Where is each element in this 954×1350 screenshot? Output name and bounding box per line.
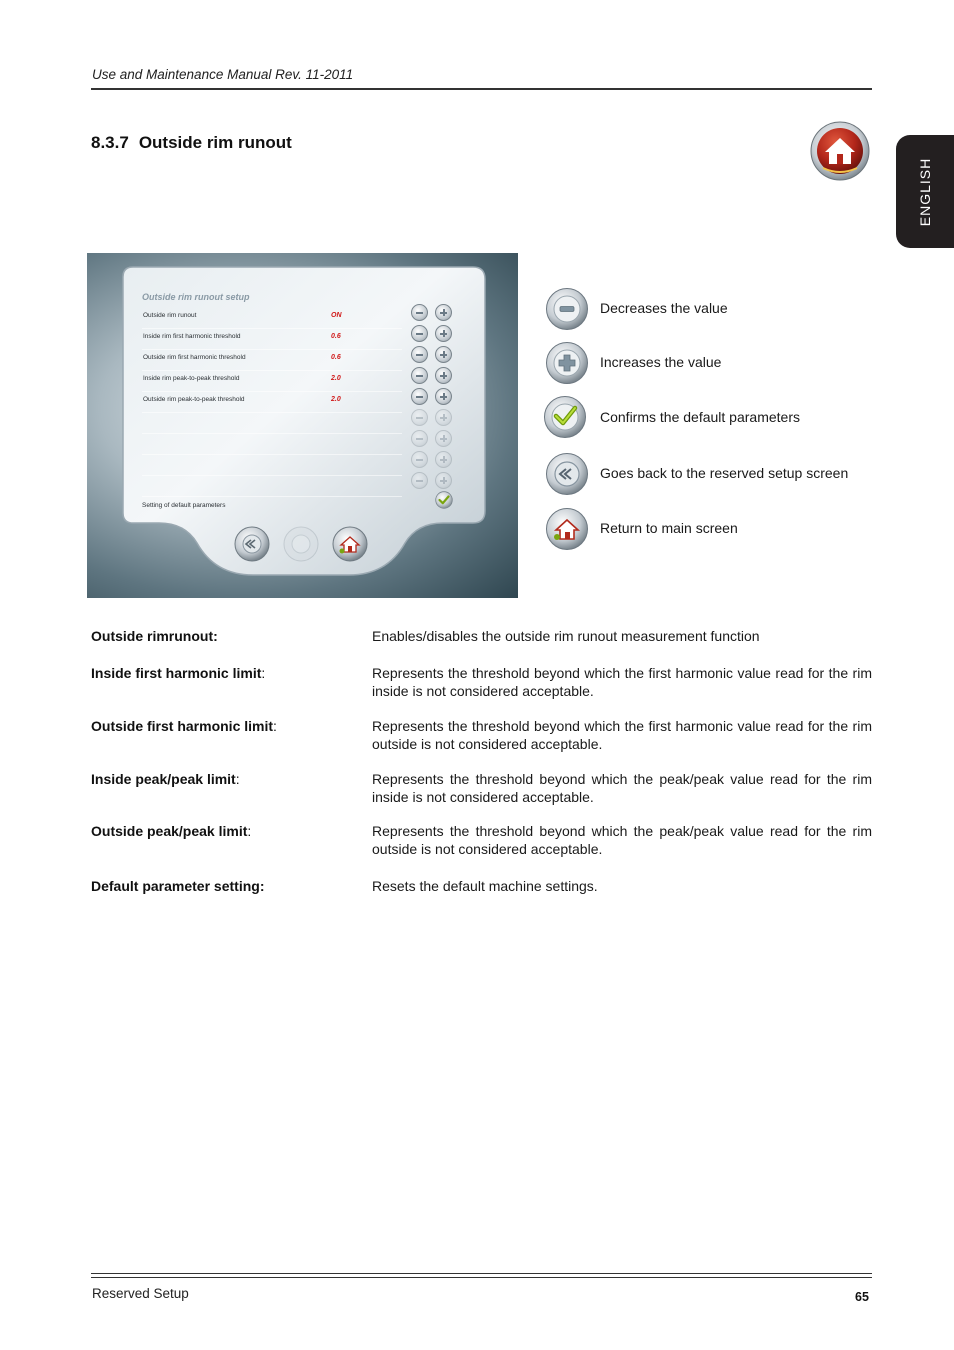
setting-row <box>142 392 402 413</box>
default-parameters-label: Setting of default parameters <box>142 502 226 509</box>
definition-description: Represents the threshold beyond which the first harmonic value read for the rim inside is not considered acceptable. <box>372 665 872 699</box>
increase-button[interactable] <box>435 304 452 321</box>
section-title <box>91 133 292 153</box>
confirm-default-button[interactable] <box>435 491 453 509</box>
decrease-button[interactable] <box>411 367 428 384</box>
increase-button <box>435 430 452 447</box>
legend-text: Goes back to the reserved setup screen <box>600 465 849 481</box>
setting-value: 2.0 <box>331 375 341 382</box>
check-icon <box>543 395 587 439</box>
value-stepper-disabled <box>411 451 455 469</box>
increase-button[interactable] <box>435 367 452 384</box>
setting-row-empty <box>142 413 402 434</box>
value-stepper-disabled <box>411 472 455 490</box>
setting-value: ON <box>331 312 342 319</box>
definition-term: Inside peak/peak limit: <box>91 771 240 787</box>
value-stepper <box>411 304 455 322</box>
setting-value: 2.0 <box>331 396 341 403</box>
minus-icon <box>545 287 589 331</box>
footer-section: Reserved Setup <box>92 1286 189 1301</box>
value-stepper <box>411 346 455 364</box>
decrease-button[interactable] <box>411 304 428 321</box>
back-button[interactable] <box>234 526 270 562</box>
legend-text: Decreases the value <box>600 300 728 316</box>
language-tab-label: ENGLISH <box>917 157 933 226</box>
footer-rule <box>91 1277 872 1278</box>
page-number: 65 <box>855 1290 869 1304</box>
setting-label: Outside rim runout <box>143 312 197 319</box>
setting-label: Outside rim peak-to-peak threshold <box>143 396 245 403</box>
setting-row <box>142 350 402 371</box>
back-icon <box>545 452 589 496</box>
screen-title: Outside rim runout setup <box>142 292 250 302</box>
header-rule <box>91 88 872 90</box>
increase-button <box>435 409 452 426</box>
setting-label: Inside rim first harmonic threshold <box>143 333 241 340</box>
decrease-button[interactable] <box>411 388 428 405</box>
definition-description: Enables/disables the outside rim runout measurement function <box>372 628 760 644</box>
setting-row-empty <box>142 455 402 476</box>
manual-header: Use and Maintenance Manual Rev. 11-2011 <box>92 67 354 82</box>
section-number: 8.3.7 <box>91 133 129 152</box>
home-button[interactable] <box>332 526 368 562</box>
definition-description: Represents the threshold beyond which the first harmonic value read for the rim outside is not considered acceptable. <box>372 718 872 752</box>
setting-value: 0.6 <box>331 333 341 340</box>
setting-label: Outside rim first harmonic threshold <box>143 354 246 361</box>
legend-text: Return to main screen <box>600 520 738 536</box>
setting-row <box>142 371 402 392</box>
setting-value: 0.6 <box>331 354 341 361</box>
home-icon <box>810 121 870 181</box>
disabled-button <box>283 526 319 562</box>
decrease-button[interactable] <box>411 346 428 363</box>
increase-button[interactable] <box>435 325 452 342</box>
setting-row <box>142 329 402 350</box>
increase-button <box>435 451 452 468</box>
decrease-button <box>411 409 428 426</box>
increase-button <box>435 472 452 489</box>
decrease-button[interactable] <box>411 325 428 342</box>
setting-label: Inside rim peak-to-peak threshold <box>143 375 240 382</box>
increase-button[interactable] <box>435 388 452 405</box>
definition-description: Represents the threshold beyond which the peak/peak value read for the rim inside is not considered acceptable. <box>372 771 872 805</box>
value-stepper <box>411 367 455 385</box>
setting-row-empty <box>142 434 402 455</box>
definition-description: Represents the threshold beyond which the peak/peak value read for the rim outside is not considered acceptable. <box>372 823 872 857</box>
decrease-button <box>411 430 428 447</box>
value-stepper <box>411 325 455 343</box>
plus-icon <box>545 341 589 385</box>
definition-term: Default parameter setting: <box>91 878 265 894</box>
definition-term: Outside peak/peak limit: <box>91 823 252 839</box>
home-icon <box>545 507 589 551</box>
decrease-button <box>411 472 428 489</box>
definition-term: Inside first harmonic limit: <box>91 665 266 681</box>
value-stepper-disabled <box>411 409 455 427</box>
setting-row-empty <box>142 476 402 497</box>
value-stepper-disabled <box>411 430 455 448</box>
value-stepper <box>411 388 455 406</box>
definition-term: Outside rimrunout: <box>91 628 218 644</box>
setup-screen-capture <box>87 253 518 598</box>
increase-button[interactable] <box>435 346 452 363</box>
footer-rule <box>91 1273 872 1274</box>
legend-text: Increases the value <box>600 354 722 370</box>
definition-description: Resets the default machine settings. <box>372 878 598 894</box>
decrease-button <box>411 451 428 468</box>
definition-term: Outside first harmonic limit: <box>91 718 277 734</box>
legend-text: Confirms the default parameters <box>600 409 800 425</box>
section-title-text: Outside rim runout <box>138 133 292 152</box>
setting-row <box>142 308 402 329</box>
language-tab <box>896 135 954 248</box>
